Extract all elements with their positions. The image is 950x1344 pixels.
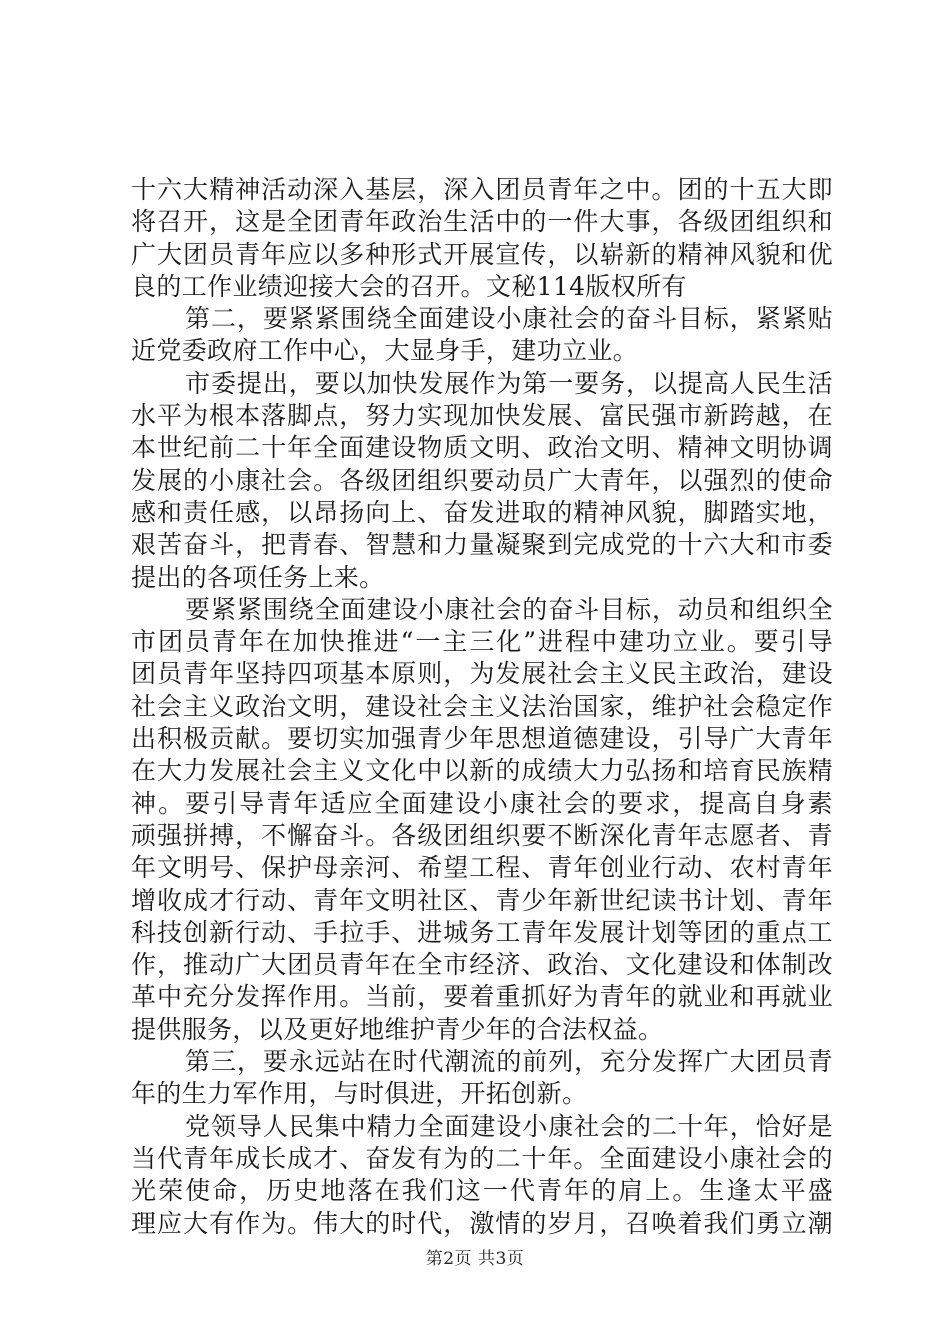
page-footer: 第2页 共3页 bbox=[425, 1249, 525, 1269]
text-line: 水平为根本落脚点，努力实现加快发展、富民强市新跨越，在 bbox=[131, 401, 833, 431]
text-line: 感和责任感，以昂扬向上、奋发进取的精神风貌，脚踏实地， bbox=[131, 497, 833, 527]
text-line: 要紧紧围绕全面建设小康社会的奋斗目标，动员和组织全 bbox=[185, 594, 833, 624]
text-line: 光荣使命，历史地落在我们这一代青年的肩上。生逢太平盛 bbox=[131, 1176, 833, 1206]
text-line: 党领导人民集中精力全面建设小康社会的二十年，恰好是 bbox=[185, 1111, 833, 1141]
text-line: 提出的各项任务上来。 bbox=[131, 562, 385, 592]
text-line: 当代青年成长成才、奋发有为的二十年。全面建设小康社会的 bbox=[131, 1143, 833, 1173]
text-line: 年文明号、保护母亲河、希望工程、青年创业行动、农村青年 bbox=[131, 853, 833, 883]
text-line: 革中充分发挥作用。当前，要着重抓好为青年的就业和再就业 bbox=[131, 982, 833, 1012]
text-line: 十六大精神活动深入基层，深入团员青年之中。团的十五大即 bbox=[131, 175, 833, 204]
text-line: 市委提出，要以加快发展作为第一要务，以提高人民生活 bbox=[185, 368, 833, 398]
text-line: 顽强拼搏，不懈奋斗。各级团组织要不断深化青年志愿者、青 bbox=[131, 820, 833, 850]
text-line: 作，推动广大团员青年在全市经济、政治、文化建设和体制改 bbox=[131, 950, 833, 980]
document-body bbox=[131, 174, 833, 1240]
text-line: 广大团员青年应以多种形式开展宣传，以崭新的精神风貌和优 bbox=[131, 239, 833, 269]
text-line: 市团员青年在加快推进“一主三化”进程中建功立业。要引导 bbox=[131, 627, 833, 657]
text-line: 神。要引导青年适应全面建设小康社会的要求，提高自身素 bbox=[131, 788, 833, 818]
text-line: 年的生力军作用，与时俱进，开拓创新。 bbox=[131, 1079, 588, 1109]
text-line: 第二，要紧紧围绕全面建设小康社会的奋斗目标，紧紧贴 bbox=[185, 304, 833, 334]
text-line: 理应大有作为。伟大的时代，激情的岁月，召唤着我们勇立潮 bbox=[131, 1208, 833, 1238]
text-line: 近党委政府工作中心，大显身手，建功立业。 bbox=[131, 336, 639, 366]
text-line: 社会主义政治文明，建设社会主义法治国家，维护社会稳定作 bbox=[131, 691, 833, 721]
text-line: 增收成才行动、青年文明社区、青少年新世纪读书计划、青年 bbox=[131, 885, 833, 915]
text-line: 在大力发展社会主义文化中以新的成绩大力弘扬和培育民族精 bbox=[131, 756, 833, 786]
text-line: 艰苦奋斗，把青春、智慧和力量凝聚到完成党的十六大和市委 bbox=[131, 530, 833, 560]
text-line: 发展的小康社会。各级团组织要动员广大青年，以强烈的使命 bbox=[131, 465, 833, 495]
text-line: 将召开，这是全团青年政治生活中的一件大事，各级团组织和 bbox=[131, 207, 833, 237]
text-line: 科技创新行动、手拉手、进城务工青年发展计划等团的重点工 bbox=[131, 917, 833, 947]
text-line: 出积极贡献。要切实加强青少年思想道德建设，引导广大青年 bbox=[131, 724, 833, 754]
text-line: 良的工作业绩迎接大会的召开。文秘114版权所有 bbox=[131, 271, 687, 301]
text-line: 第三，要永远站在时代潮流的前列，充分发挥广大团员青 bbox=[185, 1047, 833, 1077]
text-line: 本世纪前二十年全面建设物质文明、政治文明、精神文明协调 bbox=[131, 433, 833, 463]
text-line: 团员青年坚持四项基本原则，为发展社会主义民主政治，建设 bbox=[131, 659, 833, 689]
text-line: 提供服务，以及更好地维护青少年的合法权益。 bbox=[131, 1014, 664, 1044]
